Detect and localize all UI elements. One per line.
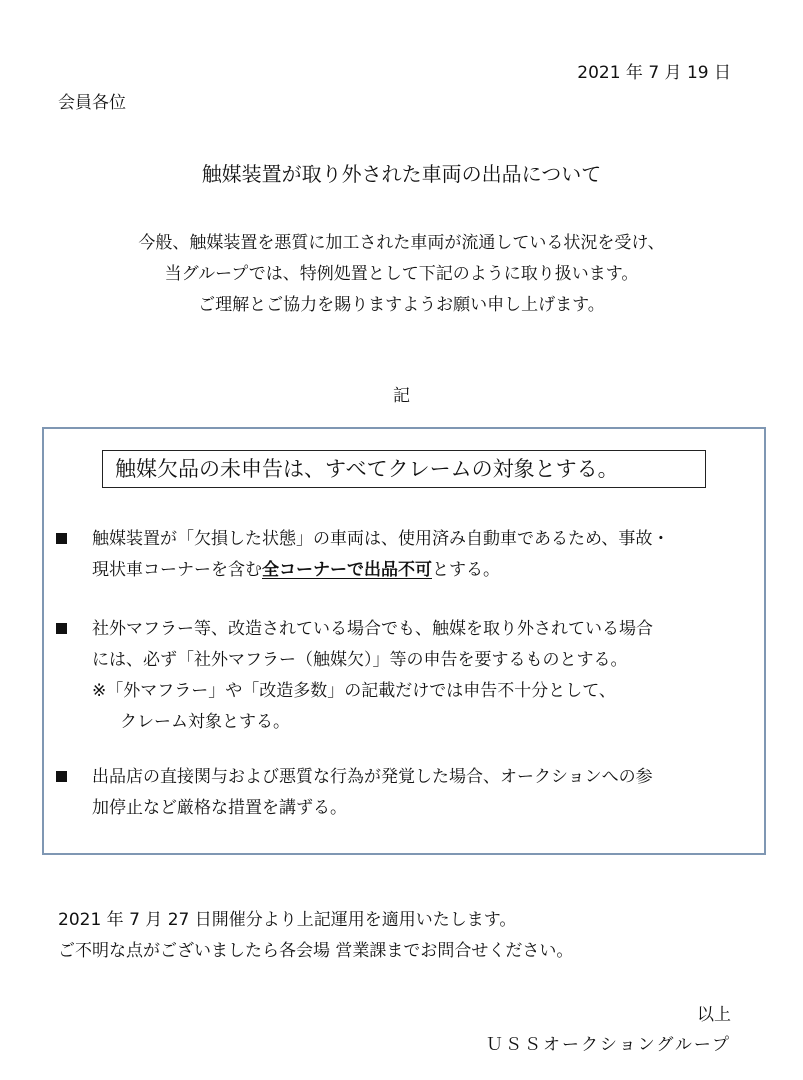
intro-line: ご理解とご協力を賜りますようお願い申し上げます。 <box>198 295 605 315</box>
notice-headline: 触媒欠品の未申告は、すべてクレームの対象とする。 <box>102 450 706 488</box>
closing-mark: 以上 <box>697 1005 731 1025</box>
organization-signature: ＵＳＳオークショングループ <box>486 1035 731 1055</box>
item-line <box>92 555 756 586</box>
intro-line: 今般、触媒装置を悪質に加工された車両が流通している状況を受け、 <box>138 233 665 253</box>
item-line: 触媒装置が「欠損した状態」の車両は、使用済み自動車であるため、事故・ <box>92 529 670 549</box>
document-title: 触媒装置が取り外された車両の出品について <box>201 162 602 186</box>
ki-heading: 記 <box>393 386 410 406</box>
item-line: 出品店の直接関与および悪質な行為が発覚した場合、オークションへの参 <box>92 767 653 787</box>
item-line: 加停止など厳格な措置を講ずる。 <box>92 798 347 818</box>
notice-box <box>42 427 766 855</box>
notice-item-2 <box>56 614 756 738</box>
item-text: 現状車コーナーを含む <box>92 560 262 580</box>
addressee: 会員各位 <box>58 93 126 113</box>
intro-line: 当グループでは、特例処置として下記のように取り扱います。 <box>164 264 639 284</box>
footer-line: 2021 年 7 月 27 日開催分より上記運用を適用いたします。 <box>58 910 517 930</box>
item-line: には、必ず「社外マフラー（触媒欠）」等の申告を要するものとする。 <box>92 650 628 670</box>
square-bullet-icon <box>56 533 67 544</box>
item-text: とする。 <box>432 560 500 580</box>
notice-item-1 <box>56 524 756 586</box>
item-line: 社外マフラー等、改造されている場合でも、触媒を取り外されている場合 <box>92 619 653 639</box>
document-date: 2021 年 7 月 19 日 <box>577 63 731 83</box>
emphasis-text: 全コーナーで出品不可 <box>262 560 432 580</box>
square-bullet-icon <box>56 623 67 634</box>
item-note: クレーム対象とする。 <box>120 712 290 732</box>
item-note: ※「外マフラー」や「改造多数」の記載だけでは申告不十分として、 <box>92 681 616 701</box>
notice-item-3 <box>56 762 756 824</box>
square-bullet-icon <box>56 771 67 782</box>
footer-line: ご不明な点がございましたら各会場 営業課までお問合せください。 <box>58 941 574 961</box>
intro-paragraph <box>0 228 803 321</box>
footer-note <box>58 905 573 967</box>
